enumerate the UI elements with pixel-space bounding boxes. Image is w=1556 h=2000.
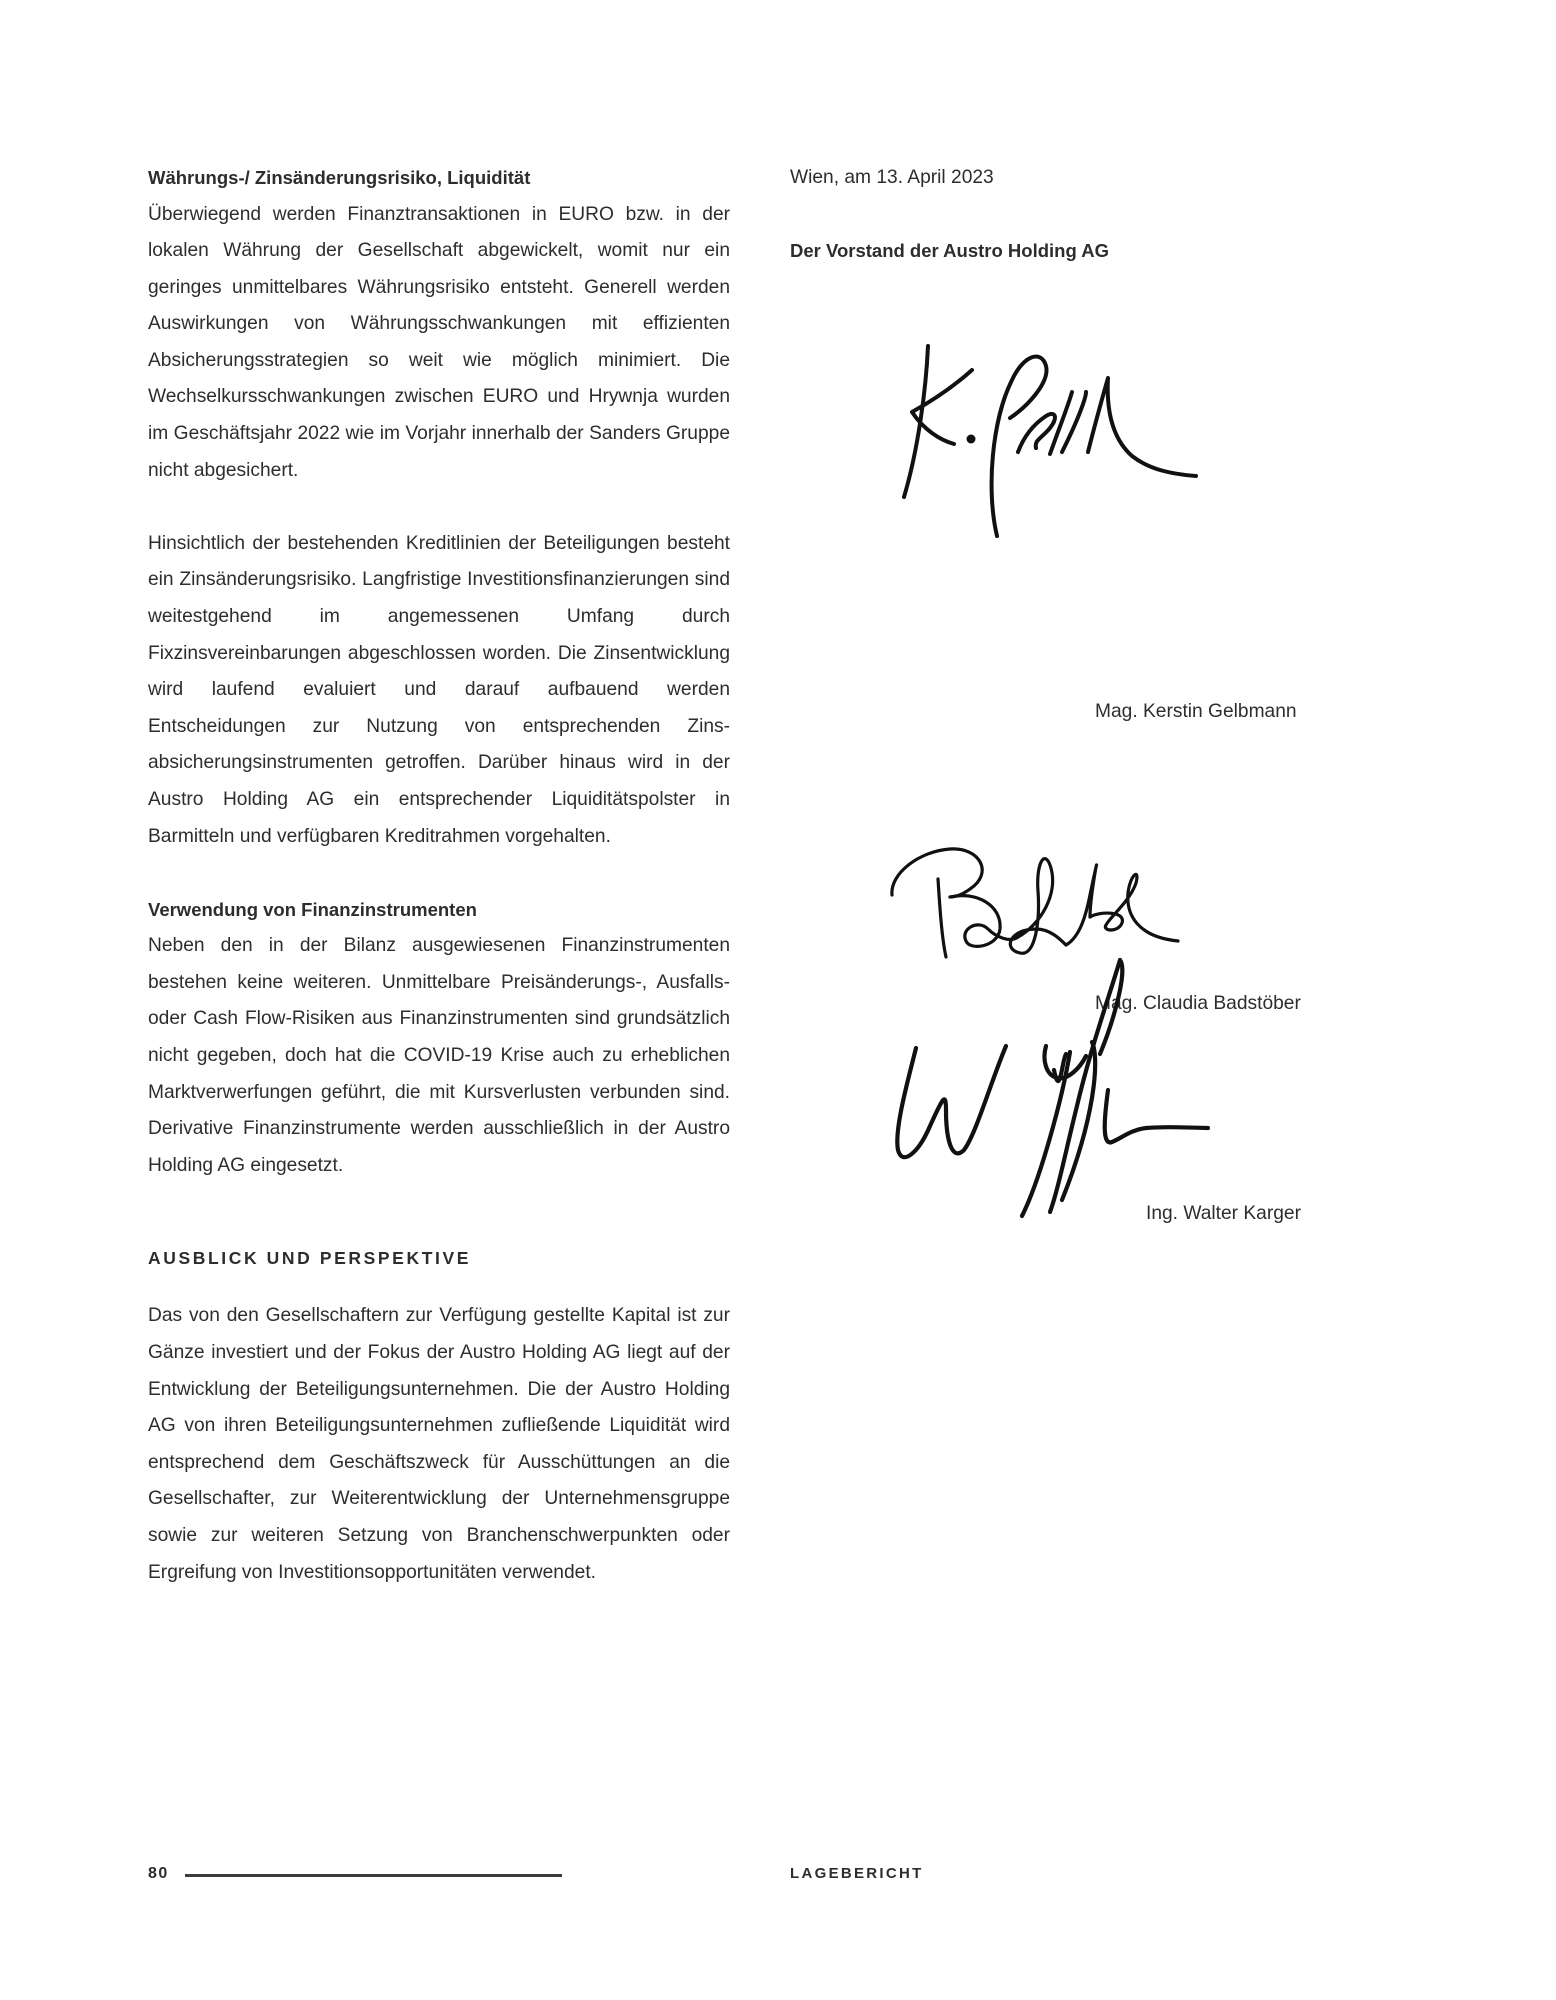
page-footer (148, 1862, 928, 1886)
handwritten-signature-icon (900, 340, 1220, 570)
section-title-outlook: AUSBLICK UND PERSPEKTIVE (148, 1248, 471, 1269)
paragraph-spacer (148, 855, 730, 892)
signature-block-karger (790, 950, 1350, 1250)
signature-block-gelbmann (790, 340, 1350, 722)
signatory-name: Ing. Walter Karger (1146, 1203, 1301, 1224)
footer-section-label: LAGEBERICHT (790, 1865, 924, 1882)
signature-column (790, 160, 1350, 1224)
paragraph-financial-instruments: Neben den in der Bilanz ausgewiesenen Finanzinstrumenten bestehen keine weiteren. Unmittelbare Preisänderungs-, Ausfalls- oder Cash Flow-Risiken aus Finanzinstrumenten sind grundsätzlich nicht gegeben, doch hat die COVID-19 Krise auch zu erheblichen Marktverwerfungen geführt, die mit Kursverlusten verbunden sind. Derivative Finanzinstrumente werden ausschließlich in der Austro Holding AG eingesetzt. (148, 935, 730, 1176)
section-heading-currency-risk: Währungs-/ Zinsänderungsrisiko, Liquidität (148, 167, 531, 188)
paragraph-spacer (148, 1184, 730, 1240)
section-heading-financial-instruments: Verwendung von Finanzinstrumenten (148, 898, 477, 920)
signature-block-badstoeber (790, 670, 1350, 1014)
signatory-name: Mag. Claudia Badstöber (1095, 993, 1301, 1014)
date-line: Wien, am 13. April 2023 (790, 167, 994, 188)
signatory-name: Mag. Kerstin Gelbmann (1095, 701, 1297, 722)
paragraph-interest-risk: Hinsichtlich der bestehenden Kreditlinien der Beteiligungen besteht ein Zinsänderungsrisiko. Langfristige Investitionsfinanzierungen sind weitestgehend im angemessenen Umfang durch Fixzinsvereinbarungen abgeschlossen worden. Die Zinsentwicklung wird laufend evaluiert und darauf aufbauend werden Entscheidungen zur Nutzung von entsprechenden Zinsabsicherungsinstrumenten getroffen. Darüber hinaus wird in der Austro Holding AG ein entsprechender Liquiditätspolster in Barmitteln und verfügbaren Kreditrahmen vorgehalten. (148, 532, 730, 847)
footer-divider (185, 1874, 562, 1877)
paragraph-currency-risk: Überwiegend werden Finanztransaktionen in EURO bzw. in der lokalen Währung der Gesellschaft abgewickelt, womit nur ein geringes unmittelbares Währungsrisiko entsteht. Generell werden Auswirkungen von Währungsschwankungen mit effizienten Absicherungsstrategien so weit wie möglich minimiert. Die Wechselkursschwankungen zwischen EURO und Hrywnja wurden im Geschäftsjahr 2022 wie im Vorjahr innerhalb der Sanders Gruppe nicht abgesichert. (148, 203, 730, 481)
main-text-column (148, 160, 730, 1591)
page-number: 80 (148, 1865, 169, 1882)
paragraph-outlook: Das von den Gesellschaftern zur Verfügung gestellte Kapital ist zur Gänze investiert und der Fokus der Austro Holding AG liegt auf der Entwicklung der Beteiligungsunternehmen. Die der Austro Holding AG von ihren Beteiligungsunternehmen zufließende Liquidität wird entsprechend dem Geschäftszweck für Ausschüttungen an die Gesellschafter, zur Weiterentwicklung der Unternehmensgruppe sowie zur weiteren Setzung von Branchenschwerpunkten oder Ergreifung von Investitionsopportunitäten verwendet. (148, 1305, 730, 1583)
board-title: Der Vorstand der Austro Holding AG (790, 240, 1109, 261)
handwritten-signature-icon (890, 950, 1210, 1230)
paragraph-spacer (148, 1276, 730, 1298)
handwritten-signature-icon (890, 845, 1190, 965)
paragraph-spacer (148, 489, 730, 526)
